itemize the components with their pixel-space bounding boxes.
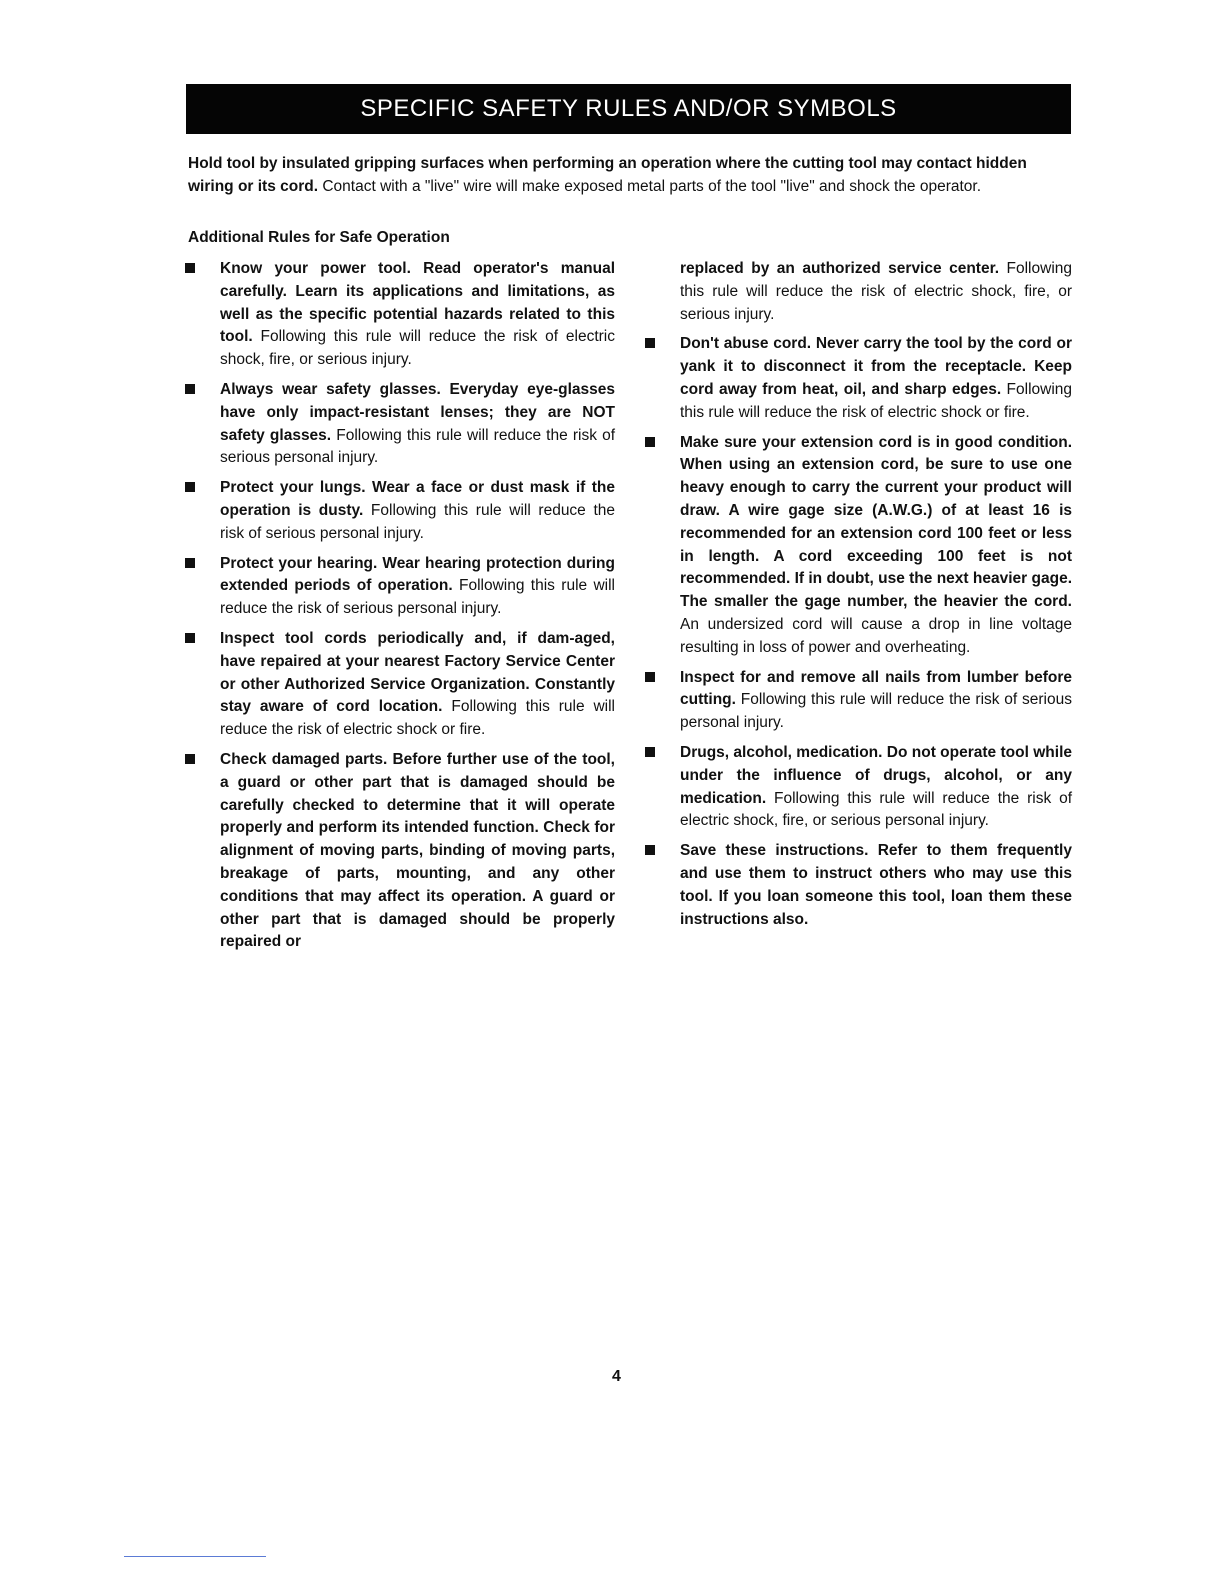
rule-regular-text: Following this rule will reduce the risk of electric shock, fire, or serious injury. xyxy=(680,260,1073,323)
rule-regular-text: Following this rule will reduce the risk of electric shock or fire. xyxy=(220,698,615,739)
rule-dont-abuse-cord xyxy=(645,333,1072,424)
additional-rules-heading: Additional Rules for Safe Operation xyxy=(188,229,450,246)
rule-bold-text: Always wear safety glasses. Everyday eye-glasses have only impact-resistant lenses; they are NOT safety glasses. xyxy=(220,380,615,444)
intro-paragraph xyxy=(188,153,1073,198)
page-number: 4 xyxy=(612,1368,621,1385)
rule-regular-text: Following this rule will reduce the risk of serious personal injury. xyxy=(680,691,1072,732)
rule-protect-lungs xyxy=(185,477,615,545)
rule-drugs-alcohol xyxy=(645,742,1072,833)
rule-bold-text: Inspect for and remove all nails from lumber before cutting. xyxy=(680,668,1072,709)
rule-bold-text: Check damaged parts. Before further use of the tool, a guard or other part that is damaged should be carefully checked to determine that it will operate properly and perform its intended function. Check for alignment of moving parts, binding of moving parts, breakage of parts, mounting, and any other conditions that may affect its operation. A guard or other part that is damaged should be properly repaired or xyxy=(220,750,615,951)
rule-bold-text: Don't abuse cord. Never carry the tool by the cord or yank it to disconnect it from the receptacle. Keep cord away from heat, oil, and sharp edges. xyxy=(680,335,1072,398)
rule-bold-text: Drugs, alcohol, medication. Do not operate tool while under the influence of drugs, alcohol, or any medication. xyxy=(680,743,1072,807)
rule-regular-text: Following this rule will reduce the risk of electric shock, fire, or serious injury. xyxy=(220,328,615,369)
rule-know-your-tool xyxy=(185,258,615,372)
rule-bold-text: Inspect tool cords periodically and, if dam-aged, have repaired at your nearest Factory Service Center or other Authorized Service Organization. Constantly stay aware of cord location. xyxy=(220,629,615,716)
rule-check-damaged-parts-continued xyxy=(645,258,1072,326)
rule-safety-glasses xyxy=(185,379,615,470)
rule-regular-text: Following this rule will reduce the risk of serious personal injury. xyxy=(220,577,616,618)
rule-remove-nails xyxy=(645,667,1072,735)
rule-bold-text: Save these instructions. Refer to them frequently and use them to instruct others who may use this tool. If you loan someone this tool, loan them these instructions also. xyxy=(680,842,1072,928)
rules-right-column xyxy=(645,258,1072,938)
rule-regular-text: An undersized cord will cause a drop in line voltage resulting in loss of power and overheating. xyxy=(680,615,1072,656)
rule-bold-text: replaced by an authorized service center. xyxy=(680,260,1000,277)
rule-regular-text: Following this rule will reduce the risk of electric shock, fire, or serious personal injury. xyxy=(680,789,1072,830)
rule-protect-hearing xyxy=(185,553,615,621)
rule-bold-text: Protect your hearing. Wear hearing protection during extended periods of operation. xyxy=(220,554,615,595)
rule-extension-cord xyxy=(645,432,1072,660)
rule-regular-text: Following this rule will reduce the risk of serious personal injury. xyxy=(220,501,615,542)
rule-regular-text: Following this rule will reduce the risk of serious personal injury. xyxy=(220,426,615,467)
intro-bold: Hold tool by insulated gripping surfaces when performing an operation where the cutting tool may contact hidden wiring or its cord. xyxy=(188,155,1027,195)
rules-left-column xyxy=(185,258,615,961)
section-title: SPECIFIC SAFETY RULES AND/OR SYMBOLS xyxy=(360,95,897,122)
rule-save-instructions xyxy=(645,840,1072,931)
rule-bold-text: Make sure your extension cord is in good condition. When using an extension cord, be sure to use one heavy enough to carry the current your product will draw. A wire gage size (A.W.G.) of at least 16 is recommended for an extension cord 100 feet or less in length. A cord exceeding 100 feet is not recommended. If in doubt, use the next heavier gage. The smaller the gage number, the heavier the cord. xyxy=(680,433,1072,611)
footer-divider xyxy=(124,1556,266,1557)
rule-regular-text: Following this rule will reduce the risk of electric shock or fire. xyxy=(680,380,1073,421)
section-title-banner xyxy=(186,84,1071,134)
rule-bold-text: Protect your lungs. Wear a face or dust mask if the operation is dusty. xyxy=(220,479,615,519)
rule-inspect-cords xyxy=(185,628,615,742)
rule-bold-text: Know your power tool. Read operator's manual carefully. Learn its applications and limitations, as well as the specific potential hazards related to this tool. xyxy=(220,260,615,346)
intro-regular: Contact with a "live" wire will make exposed metal parts of the tool "live" and shock the operator. xyxy=(318,177,982,195)
rule-check-damaged-parts xyxy=(185,749,615,954)
